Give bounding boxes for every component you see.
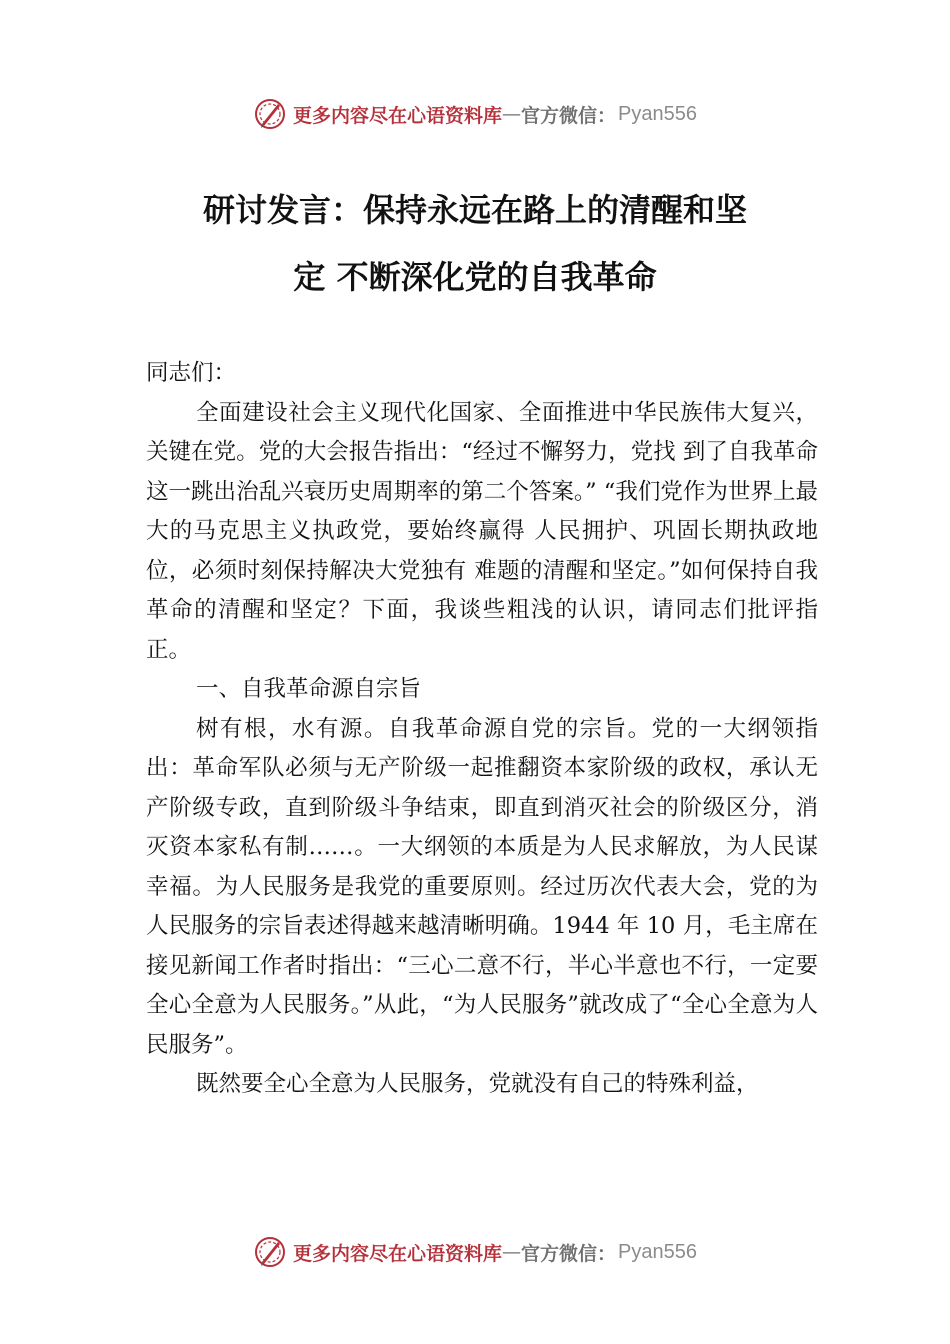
watermark-separator: —	[502, 103, 522, 125]
watermark-brand-text: 更多内容尽在心语资料库	[293, 104, 503, 127]
footer-watermark	[0, 1232, 950, 1272]
salutation: 同志们：	[146, 360, 237, 386]
document-title-line-1: 研讨发言：保持永远在路上的清醒和坚	[202, 191, 747, 229]
watermark-wechat-label: 官方微信：	[521, 104, 617, 127]
document-body	[146, 354, 818, 1105]
watermark-wechat-id: Pyan556	[618, 1240, 697, 1263]
header-watermark	[0, 94, 950, 134]
quill-pen-icon	[253, 97, 287, 131]
watermark-separator: —	[502, 1241, 522, 1263]
body-paragraph: 树有根，水有源。自我革命源自党的宗旨。党的一大纲领指出：革命军队必须与无产阶级一起推翻资本家阶级的政权，承认无产阶级专政，直到阶级斗争结束，即直到消灭社会的阶级区分，消灭资本家私有制……。一大纲领的本质是为人民求解放，为人民谋幸福。为人民服务是我党的重要原则。经过历次代表大会，党的为人民服务的宗旨表述得越来越清晰明确。1944 年 10 月，毛主席在接见新闻工作者时指出：“三心二意不行，半心半意也不行，一定要全心全意为人民服务。”从此，“为人民服务”就改成了“全心全意为人民服务”。	[146, 715, 818, 1058]
document-title-line-2: 定 不断深化党的自我革命	[293, 258, 657, 296]
watermark-wechat-label: 官方微信：	[521, 1242, 617, 1265]
body-paragraph: 既然要全心全意为人民服务，党就没有自己的特殊利益，	[196, 1071, 759, 1097]
watermark-wechat-id: Pyan556	[618, 102, 697, 125]
body-paragraph-intro: 全面建设社会主义现代化国家、全面推进中华民族伟大复兴，关键在党。党的大会报告指出：“经过不懈努力，党找 到了自我革命这一跳出治乱兴衰历史周期率的第二个答案。” “我们党作为世界上最大的马克思主义执政党，要始终赢得 人民拥护、巩固长期执政地位，必须时刻保持解决大党独有 难题的清醒和坚定。”如何保持自我革命的清醒和坚定？下面，我谈些粗浅的认识，请同志们批评指正。	[146, 399, 818, 663]
watermark-brand-text: 更多内容尽在心语资料库	[293, 1242, 503, 1265]
section-heading: 一、自我革命源自宗旨	[196, 676, 422, 702]
quill-pen-icon	[253, 1235, 287, 1269]
